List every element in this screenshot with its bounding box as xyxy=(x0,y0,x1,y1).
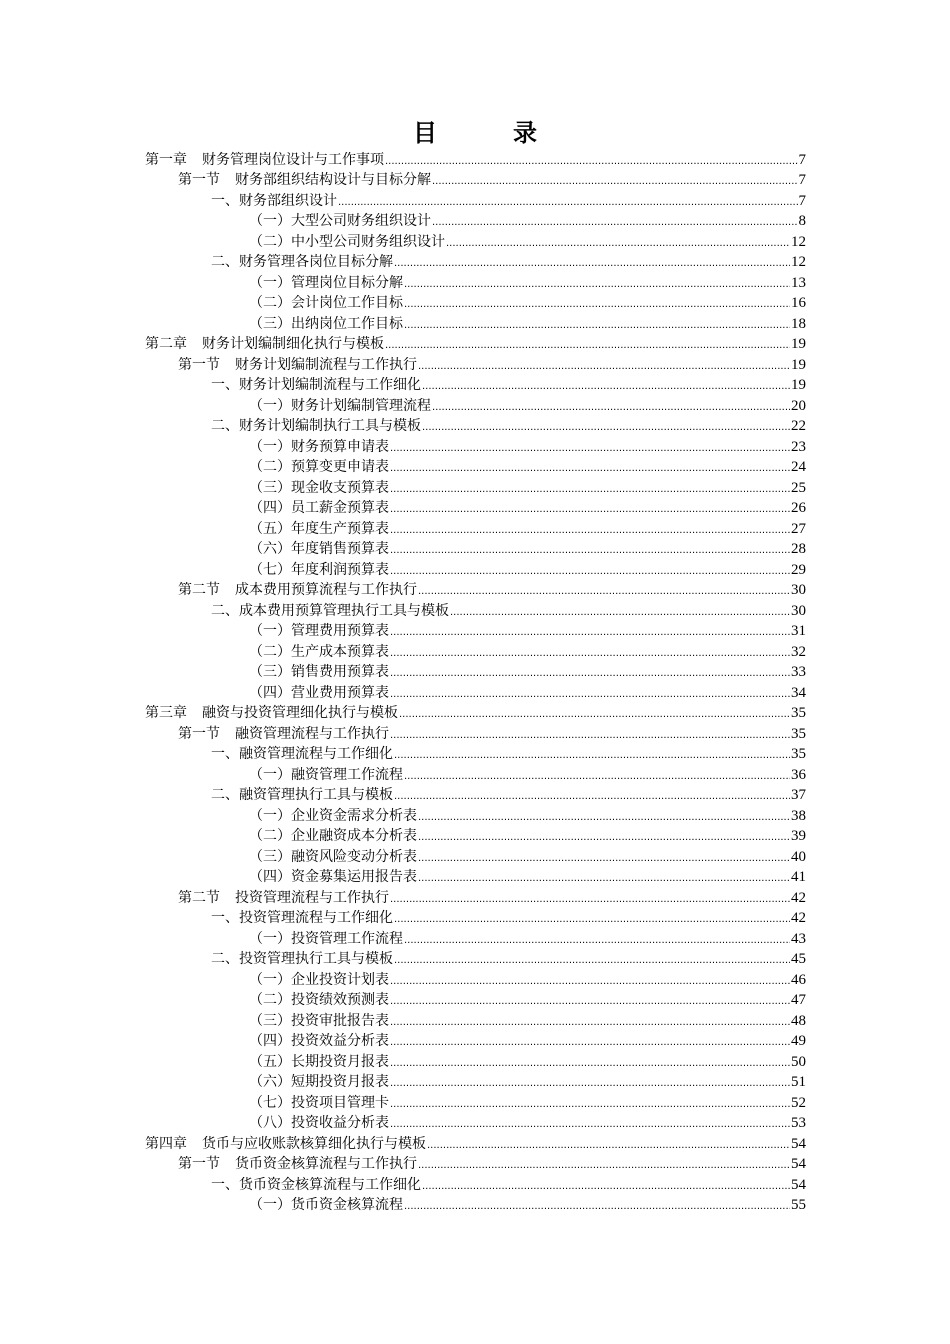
dot-leader xyxy=(390,458,790,476)
toc-entry-page-number: 8 xyxy=(798,213,806,229)
toc-entry[interactable] xyxy=(145,620,806,641)
dot-leader xyxy=(390,1032,790,1050)
toc-entry-title: 资金募集运用报告表 xyxy=(291,869,417,885)
dot-leader xyxy=(390,438,790,456)
toc-entry[interactable] xyxy=(145,558,806,579)
toc-entry-title: 货币资金核算流程与工作执行 xyxy=(235,1156,417,1172)
dot-leader xyxy=(390,1053,790,1071)
toc-entry-title: 货币资金核算流程与工作细化 xyxy=(239,1176,421,1193)
page-title: 目 录 xyxy=(413,118,563,147)
toc-entry-number: （一） xyxy=(249,971,291,988)
toc-entry-title: 年度利润预算表 xyxy=(291,561,389,578)
dot-leader xyxy=(390,663,790,681)
toc-entry-number: 第四章 xyxy=(145,1135,187,1152)
toc-entry[interactable] xyxy=(145,1112,806,1133)
toc-entry[interactable] xyxy=(145,845,806,866)
dot-leader xyxy=(390,1094,790,1112)
dot-leader xyxy=(404,1196,790,1214)
toc-entry-title: 成本费用预算流程与工作执行 xyxy=(235,582,417,598)
toc-entry-number: （三） xyxy=(249,848,291,865)
toc-entry-number: （六） xyxy=(249,1074,291,1090)
toc-entry[interactable] xyxy=(145,1194,806,1215)
dot-leader xyxy=(394,253,790,271)
toc-entry-title: 营业费用预算表 xyxy=(291,684,389,701)
toc-entry[interactable] xyxy=(145,640,806,661)
dot-leader xyxy=(418,1155,790,1173)
toc-entry-page-number: 22 xyxy=(791,418,806,434)
toc-entry-title: 财务预算申请表 xyxy=(291,438,389,455)
toc-entry-title: 投资项目管理卡 xyxy=(291,1094,389,1111)
toc-entry-page-number: 19 xyxy=(791,336,806,352)
toc-entry-page-number: 35 xyxy=(791,705,806,721)
toc-entry-number: （二） xyxy=(249,295,291,311)
toc-entry-page-number: 32 xyxy=(791,643,806,660)
dot-leader xyxy=(418,356,790,374)
dot-leader xyxy=(390,643,790,661)
toc-entry-title: 企业融资成本分析表 xyxy=(291,828,417,844)
toc-entry-number: 第一节 xyxy=(178,356,220,373)
toc-entry[interactable] xyxy=(145,599,806,620)
toc-entry-number: （三） xyxy=(249,315,291,332)
toc-entry-page-number: 31 xyxy=(791,623,806,639)
toc-entry-page-number: 28 xyxy=(791,541,806,557)
toc-entry-page-number: 12 xyxy=(791,233,806,250)
toc-entry[interactable] xyxy=(145,394,806,415)
toc-entry[interactable] xyxy=(145,763,806,784)
toc-entry-page-number: 13 xyxy=(791,274,806,291)
toc-entry[interactable] xyxy=(145,1009,806,1030)
toc-entry-page-number: 24 xyxy=(791,459,806,475)
dot-leader xyxy=(394,950,790,968)
toc-entry-number: 二、 xyxy=(211,951,239,967)
toc-entry[interactable] xyxy=(145,907,806,928)
toc-entry-title: 销售费用预算表 xyxy=(291,664,389,680)
toc-entry-number: （一） xyxy=(249,438,291,455)
toc-entry-title: 长期投资月报表 xyxy=(291,1053,389,1070)
toc-entry-page-number: 26 xyxy=(791,500,806,516)
toc-entry[interactable] xyxy=(145,1050,806,1071)
toc-entry-page-number: 47 xyxy=(791,992,806,1008)
toc-entry[interactable] xyxy=(145,435,806,456)
toc-entry[interactable] xyxy=(145,169,806,190)
toc-entry-number: （一） xyxy=(249,623,291,639)
toc-entry-number: 二、 xyxy=(211,418,239,434)
toc-entry[interactable] xyxy=(145,825,806,846)
dot-leader xyxy=(390,889,790,907)
toc-entry-page-number: 36 xyxy=(791,766,806,783)
toc-entry[interactable] xyxy=(145,1030,806,1051)
toc-entry-number: （一） xyxy=(249,397,291,414)
toc-entry[interactable] xyxy=(145,804,806,825)
toc-entry[interactable] xyxy=(145,353,806,374)
dot-leader xyxy=(418,848,790,866)
toc-entry-page-number: 35 xyxy=(791,725,806,742)
toc-entry-number: （二） xyxy=(249,643,291,660)
toc-entry-number: 一、 xyxy=(211,192,239,209)
toc-entry-title: 会计岗位工作目标 xyxy=(291,295,403,311)
toc-entry-page-number: 30 xyxy=(791,602,806,619)
dot-leader xyxy=(404,930,790,948)
toc-entry-page-number: 49 xyxy=(791,1033,806,1049)
toc-entry-page-number: 48 xyxy=(791,1012,806,1029)
toc-entry-page-number: 42 xyxy=(791,910,806,926)
toc-entry-number: （二） xyxy=(249,992,291,1008)
toc-entry[interactable] xyxy=(145,271,806,292)
toc-entry-page-number: 43 xyxy=(791,930,806,947)
toc-entry[interactable] xyxy=(145,1091,806,1112)
toc-entry-number: 一、 xyxy=(211,910,239,926)
toc-entry-title: 年度销售预算表 xyxy=(291,541,389,557)
toc-entry-title: 融资管理流程与工作执行 xyxy=(235,725,389,742)
toc-entry-number: （一） xyxy=(249,213,291,229)
dot-leader xyxy=(390,971,790,989)
dot-leader xyxy=(385,151,798,169)
toc-entry[interactable] xyxy=(145,251,806,272)
toc-entry-page-number: 12 xyxy=(791,254,806,270)
toc-entry-title: 短期投资月报表 xyxy=(291,1074,389,1090)
toc-entry[interactable] xyxy=(145,189,806,210)
toc-entry[interactable] xyxy=(145,333,806,354)
toc-entry-number: 第二节 xyxy=(178,582,220,598)
toc-entry-number: （六） xyxy=(249,541,291,557)
toc-entry-title: 财务部组织设计 xyxy=(239,192,337,209)
dot-leader xyxy=(390,499,790,517)
toc-entry-page-number: 23 xyxy=(791,438,806,455)
dot-leader xyxy=(394,745,790,763)
toc-entry[interactable] xyxy=(145,292,806,313)
toc-entry-page-number: 30 xyxy=(791,582,806,598)
toc-entry-page-number: 41 xyxy=(791,869,806,885)
toc-entry-title: 投资收益分析表 xyxy=(291,1115,389,1131)
dot-leader xyxy=(338,192,798,210)
toc-entry-title: 生产成本预算表 xyxy=(291,643,389,660)
toc-entry[interactable] xyxy=(145,743,806,764)
toc-entry-page-number: 37 xyxy=(791,787,806,803)
toc-entry-number: 一、 xyxy=(211,377,239,393)
toc-entry[interactable] xyxy=(145,722,806,743)
toc-entry-page-number: 33 xyxy=(791,664,806,680)
dot-leader xyxy=(432,212,798,230)
toc-entry-title: 货币与应收账款核算细化执行与模板 xyxy=(202,1135,426,1152)
toc-entry[interactable] xyxy=(145,784,806,805)
dot-leader xyxy=(390,991,790,1009)
toc-entry-title: 融资与投资管理细化执行与模板 xyxy=(202,705,398,721)
toc-entry-page-number: 18 xyxy=(791,315,806,332)
toc-entry-title: 财务计划编制流程与工作执行 xyxy=(235,356,417,373)
toc-entry-number: （四） xyxy=(249,684,291,701)
toc-entry-number: 一、 xyxy=(211,746,239,762)
dot-leader xyxy=(394,909,790,927)
toc-entry-number: （七） xyxy=(249,1094,291,1111)
dot-leader xyxy=(432,397,790,415)
toc-entry-number: 第一节 xyxy=(178,172,220,188)
toc-entry-title: 预算变更申请表 xyxy=(291,459,389,475)
toc-entry[interactable] xyxy=(145,1132,806,1153)
toc-entry-number: （一） xyxy=(249,1197,291,1213)
dot-leader xyxy=(399,704,790,722)
toc-entry-page-number: 16 xyxy=(791,295,806,311)
toc-entry-page-number: 54 xyxy=(791,1156,806,1172)
dot-leader xyxy=(446,233,790,251)
toc-entry[interactable] xyxy=(145,538,806,559)
toc-entry-number: 第一节 xyxy=(178,725,220,742)
toc-entry-page-number: 46 xyxy=(791,971,806,988)
toc-entry-number: （二） xyxy=(249,459,291,475)
toc-entry[interactable] xyxy=(145,312,806,333)
dot-leader xyxy=(390,479,790,497)
toc-entry-page-number: 51 xyxy=(791,1074,806,1090)
toc-entry[interactable] xyxy=(145,374,806,395)
toc-entry-page-number: 50 xyxy=(791,1053,806,1070)
toc-entry-page-number: 7 xyxy=(798,151,806,168)
toc-entry-title: 财务管理各岗位目标分解 xyxy=(239,254,393,270)
toc-entry-title: 财务部组织结构设计与目标分解 xyxy=(235,172,431,188)
toc-entry-page-number: 7 xyxy=(798,172,806,188)
toc-entry-number: （三） xyxy=(249,479,291,496)
toc-entry[interactable] xyxy=(145,702,806,723)
toc-entry[interactable] xyxy=(145,476,806,497)
dot-leader xyxy=(390,561,790,579)
toc-entry-title: 企业资金需求分析表 xyxy=(291,807,417,824)
toc-entry-number: （三） xyxy=(249,664,291,680)
toc-entry-number: （二） xyxy=(249,828,291,844)
toc-entry-page-number: 29 xyxy=(791,561,806,578)
dot-leader xyxy=(404,274,790,292)
toc-entry[interactable] xyxy=(145,681,806,702)
toc-entry-page-number: 42 xyxy=(791,889,806,906)
toc-entry-number: （五） xyxy=(249,520,291,537)
dot-leader xyxy=(422,1176,790,1194)
dot-leader xyxy=(422,417,790,435)
toc-entry-title: 投资管理工作流程 xyxy=(291,930,403,947)
toc-entry-title: 财务计划编制细化执行与模板 xyxy=(202,336,384,352)
dot-leader xyxy=(385,335,790,353)
dot-leader xyxy=(390,725,790,743)
toc-entry[interactable] xyxy=(145,661,806,682)
toc-entry-title: 管理费用预算表 xyxy=(291,623,389,639)
toc-entry-title: 财务计划编制流程与工作细化 xyxy=(239,377,421,393)
dot-leader xyxy=(404,315,790,333)
dot-leader xyxy=(418,827,790,845)
toc-entry-number: （一） xyxy=(249,274,291,291)
toc-entry[interactable] xyxy=(145,927,806,948)
toc-entry-number: 第一节 xyxy=(178,1156,220,1172)
toc-entry-page-number: 7 xyxy=(798,192,806,209)
toc-entry[interactable] xyxy=(145,948,806,969)
dot-leader xyxy=(390,1012,790,1030)
dot-leader xyxy=(418,581,790,599)
toc-entry-page-number: 39 xyxy=(791,828,806,844)
toc-entry-page-number: 53 xyxy=(791,1115,806,1131)
toc-entry-number: 第三章 xyxy=(145,705,187,721)
toc-entry-page-number: 40 xyxy=(791,848,806,865)
dot-leader xyxy=(404,766,790,784)
toc-entry-number: 第一章 xyxy=(145,151,187,168)
dot-leader xyxy=(390,1114,790,1132)
toc-entry-number: 一、 xyxy=(211,1176,239,1193)
toc-entry-page-number: 38 xyxy=(791,807,806,824)
toc-entry-title: 大型公司财务组织设计 xyxy=(291,213,431,229)
toc-entry-title: 投资绩效预测表 xyxy=(291,992,389,1008)
toc-entry-number: （一） xyxy=(249,766,291,783)
toc-entry-title: 出纳岗位工作目标 xyxy=(291,315,403,332)
toc-entry-number: （八） xyxy=(249,1115,291,1131)
toc-entry[interactable] xyxy=(145,148,806,169)
dot-leader xyxy=(422,376,790,394)
toc-entry[interactable] xyxy=(145,866,806,887)
dot-leader xyxy=(427,1135,790,1153)
toc-entry-number: 二、 xyxy=(211,787,239,803)
dot-leader xyxy=(390,520,790,538)
toc-entry-page-number: 54 xyxy=(791,1135,806,1152)
dot-leader xyxy=(390,684,790,702)
toc-entry-title: 成本费用预算管理执行工具与模板 xyxy=(239,602,449,619)
toc-entry-title: 员工薪金预算表 xyxy=(291,500,389,516)
toc-entry-page-number: 54 xyxy=(791,1176,806,1193)
toc-entry-title: 投资管理执行工具与模板 xyxy=(239,951,393,967)
toc-entry[interactable] xyxy=(145,497,806,518)
toc-entry-title: 管理岗位目标分解 xyxy=(291,274,403,291)
toc-entry[interactable] xyxy=(145,579,806,600)
toc-entry[interactable] xyxy=(145,415,806,436)
toc-entry-title: 现金收支预算表 xyxy=(291,479,389,496)
toc-entry-number: （二） xyxy=(249,233,291,250)
toc-entry[interactable] xyxy=(145,968,806,989)
toc-entry-title: 投资审批报告表 xyxy=(291,1012,389,1029)
toc-entry-number: （七） xyxy=(249,561,291,578)
dot-leader xyxy=(418,807,790,825)
toc-entry[interactable] xyxy=(145,230,806,251)
toc-entry-title: 融资管理工作流程 xyxy=(291,766,403,783)
toc-entry[interactable] xyxy=(145,1153,806,1174)
toc-entry-number: 二、 xyxy=(211,254,239,270)
toc-entry-title: 财务管理岗位设计与工作事项 xyxy=(202,151,384,168)
toc-entry[interactable] xyxy=(145,989,806,1010)
toc-entry-page-number: 25 xyxy=(791,479,806,496)
toc-entry-title: 投资效益分析表 xyxy=(291,1033,389,1049)
toc-entry-title: 年度生产预算表 xyxy=(291,520,389,537)
toc-entry-number: 第二章 xyxy=(145,336,187,352)
toc-entry-title: 财务计划编制执行工具与模板 xyxy=(239,418,421,434)
toc-entry[interactable] xyxy=(145,456,806,477)
toc-entry[interactable] xyxy=(145,210,806,231)
toc-entry-title: 货币资金核算流程 xyxy=(291,1197,403,1213)
toc-entry-page-number: 35 xyxy=(791,746,806,762)
toc-entry-page-number: 52 xyxy=(791,1094,806,1111)
toc-entry-number: （四） xyxy=(249,1033,291,1049)
toc-entry-number: （三） xyxy=(249,1012,291,1029)
toc-entry-number: （一） xyxy=(249,930,291,947)
toc-entry-title: 融资管理执行工具与模板 xyxy=(239,787,393,803)
toc-entry-page-number: 19 xyxy=(791,377,806,393)
toc-entry-page-number: 20 xyxy=(791,397,806,414)
toc-entry[interactable] xyxy=(145,517,806,538)
toc-entry-title: 融资管理流程与工作细化 xyxy=(239,746,393,762)
toc-entry-title: 投资管理流程与工作执行 xyxy=(235,889,389,906)
toc-entry-page-number: 27 xyxy=(791,520,806,537)
toc-entry[interactable] xyxy=(145,1071,806,1092)
toc-entry-number: （四） xyxy=(249,869,291,885)
toc-entry-number: 二、 xyxy=(211,602,239,619)
toc-entry-title: 企业投资计划表 xyxy=(291,971,389,988)
dot-leader xyxy=(390,1073,790,1091)
dot-leader xyxy=(432,171,798,189)
dot-leader xyxy=(418,868,790,886)
toc-entry-number: 第二节 xyxy=(178,889,220,906)
toc-entry-page-number: 34 xyxy=(791,684,806,701)
dot-leader xyxy=(390,622,790,640)
toc-entry-page-number: 19 xyxy=(791,356,806,373)
toc-entry-title: 投资管理流程与工作细化 xyxy=(239,910,393,926)
toc-entry[interactable] xyxy=(145,1173,806,1194)
dot-leader xyxy=(390,540,790,558)
toc-entry-page-number: 55 xyxy=(791,1197,806,1213)
toc-entry-page-number: 45 xyxy=(791,951,806,967)
dot-leader xyxy=(394,786,790,804)
toc-entry-title: 融资风险变动分析表 xyxy=(291,848,417,865)
toc-entry-number: （五） xyxy=(249,1053,291,1070)
dot-leader xyxy=(404,294,790,312)
dot-leader xyxy=(450,602,790,620)
toc-entry[interactable] xyxy=(145,886,806,907)
toc-entry-number: （四） xyxy=(249,500,291,516)
toc-entry-title: 财务计划编制管理流程 xyxy=(291,397,431,414)
table-of-contents xyxy=(145,148,806,1214)
toc-entry-number: （一） xyxy=(249,807,291,824)
toc-entry-title: 中小型公司财务组织设计 xyxy=(291,233,445,250)
